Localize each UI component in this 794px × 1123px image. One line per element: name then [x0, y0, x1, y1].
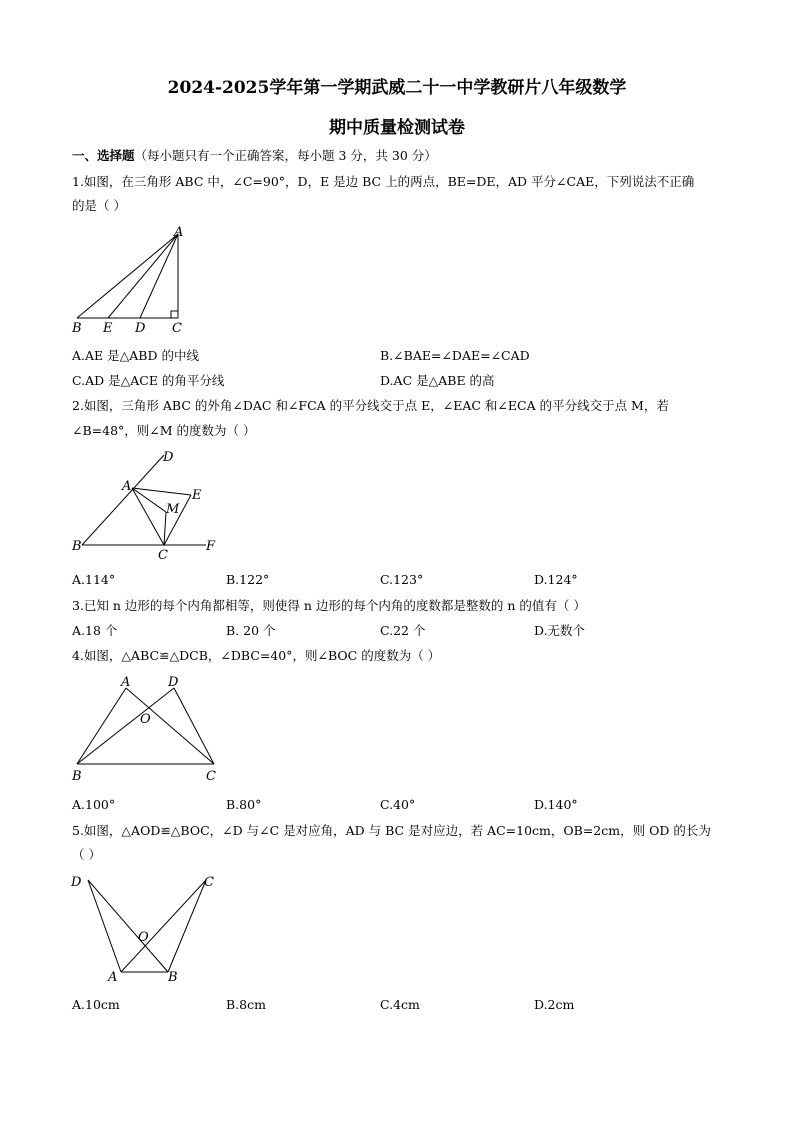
q1-stem-line2: 的是（ ） — [72, 198, 126, 213]
q1-label-e: E — [103, 321, 113, 336]
q1-label-c: C — [172, 321, 182, 336]
exam-title-line1: 2024-2025学年第一学期武威二十一中学教研片八年级数学 — [167, 78, 627, 98]
q2-label-c: C — [158, 548, 168, 563]
q1-stem-line1: 1.如图，在三角形 ABC 中，∠C=90°，D，E 是边 BC 上的两点，BE=DE，AD 平分∠CAE，下列说法不正确 — [72, 174, 695, 189]
q3-option-c[interactable]: C.22 个 — [380, 623, 426, 638]
q5-label-d: D — [71, 875, 82, 890]
q5-label-a: A — [108, 970, 118, 985]
q5-figure — [66, 868, 226, 986]
section-heading — [72, 148, 732, 164]
q4-figure — [66, 670, 226, 788]
exam-title-line2: 期中质量检测试卷 — [329, 118, 465, 138]
q2-stem-line1: 2.如图，三角形 ABC 的外角∠DAC 和∠FCA 的平分线交于点 E，∠EAC 和∠ECA 的平分线交于点 M，若 — [72, 398, 669, 413]
q1-option-b[interactable]: B.∠BAE=∠DAE=∠CAD — [380, 348, 530, 363]
q2-label-a: A — [122, 479, 132, 494]
q4-stem-line1: 4.如图，△ABC≌△DCB，∠DBC=40°，则∠BOC 的度数为（ ） — [72, 648, 441, 663]
q1-option-a[interactable]: A.AE 是△ABD 的中线 — [72, 348, 199, 363]
q2-label-m: M — [166, 502, 180, 517]
q3-stem-line1: 3.已知 n 边形的每个内角都相等，则使得 n 边形的每个内角的度数都是整数的 n 的值有（ ） — [72, 598, 586, 613]
q4-label-b: B — [72, 769, 82, 784]
q2-label-f: F — [206, 539, 216, 554]
q5-stem-line1: 5.如图，△AOD≌△BOC，∠D 与∠C 是对应角，AD 与 BC 是对应边，若 AC=10cm，OB=2cm，则 OD 的长为 — [72, 823, 711, 838]
q2-label-e: E — [192, 488, 202, 503]
q4-option-b[interactable]: B.80° — [226, 797, 262, 812]
q4-label-o: O — [140, 712, 151, 727]
q4-option-a[interactable]: A.100° — [72, 797, 116, 812]
q5-option-b[interactable]: B.8cm — [226, 997, 266, 1012]
q2-figure — [68, 446, 228, 564]
q4-option-c[interactable]: C.40° — [380, 797, 416, 812]
q1-label-d: D — [135, 321, 146, 336]
q2-option-a[interactable]: A.114° — [72, 572, 116, 587]
q3-option-d[interactable]: D.无数个 — [534, 623, 586, 638]
q4-label-a: A — [121, 675, 131, 690]
q1-option-c[interactable]: C.AD 是△ACE 的角平分线 — [72, 373, 225, 388]
q2-option-b[interactable]: B.122° — [226, 572, 270, 587]
q2-option-d[interactable]: D.124° — [534, 572, 578, 587]
q1-option-d[interactable]: D.AC 是△ABE 的高 — [380, 373, 495, 388]
q3-option-b[interactable]: B. 20 个 — [226, 623, 276, 638]
q5-label-c: C — [204, 875, 214, 890]
q5-label-o: O — [138, 930, 149, 945]
q5-stem-line2: （ ） — [72, 847, 101, 862]
q2-label-d: D — [163, 450, 174, 465]
q2-stem-line2: ∠B=48°，则∠M 的度数为（ ） — [72, 423, 256, 438]
q1-label-a: A — [174, 225, 184, 240]
q2-option-c[interactable]: C.123° — [380, 572, 424, 587]
q4-option-d[interactable]: D.140° — [534, 797, 578, 812]
q4-label-c: C — [206, 769, 216, 784]
section-title: 一、选择题 — [72, 148, 135, 163]
q4-label-d: D — [168, 675, 179, 690]
q1-figure — [68, 222, 198, 338]
q5-label-b: B — [168, 970, 178, 985]
q3-option-a[interactable]: A.18 个 — [72, 623, 118, 638]
q5-option-d[interactable]: D.2cm — [534, 997, 575, 1012]
q5-option-c[interactable]: C.4cm — [380, 997, 420, 1012]
q1-label-b: B — [72, 321, 82, 336]
section-note: （每小题只有一个正确答案，每小题 3 分，共 30 分） — [134, 148, 437, 163]
q2-label-b: B — [72, 539, 82, 554]
q5-option-a[interactable]: A.10cm — [72, 997, 120, 1012]
